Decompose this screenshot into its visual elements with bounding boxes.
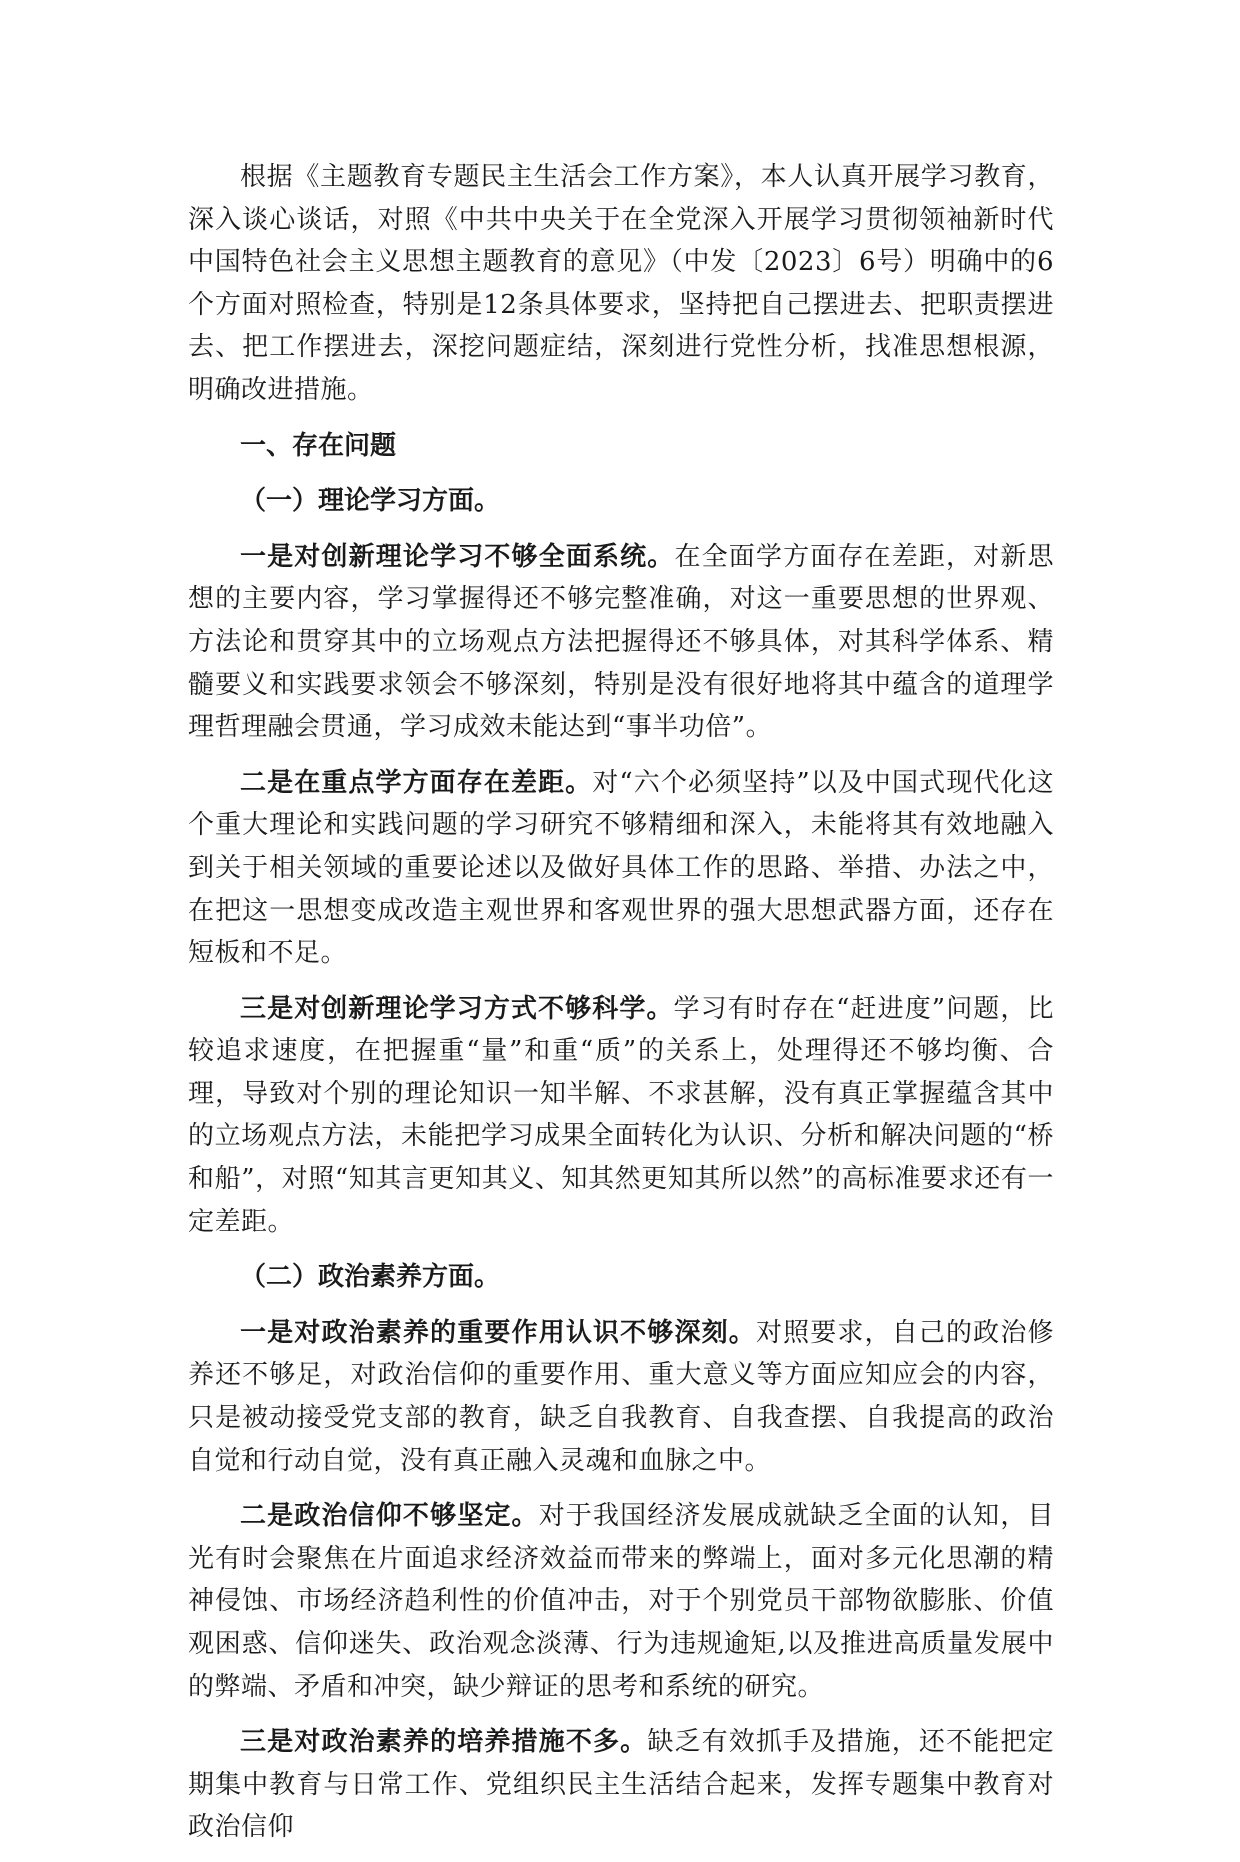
theory-item-2-lead: 二是在重点学方面存在差距。 [240, 767, 593, 798]
theory-item-2-body: 对“六个必须坚持”以及中国式现代化这个重大理论和实践问题的学习研究不够精细和深入，未能将其有效地融入到关于相关领域的重要论述以及做好具体工作的思路、举措、办法之中，在把这一思想变成改造主观世界和客观世界的强大思想武器方面，还存在短板和不足。 [188, 767, 1054, 969]
theory-item-3-body: 学习有时存在“赶进度”问题，比较追求速度，在把握重“量”和重“质”的关系上，处理得还不够均衡、合理，导致对个别的理论知识一知半解、不求甚解，没有真正掌握蕴含其中的立场观点方法，未能把学习成果全面转化为认识、分析和解决问题的“桥和船”，对照“知其言更知其义、知其然更知其所以然”的高标准要求还有一定差距。 [188, 993, 1054, 1237]
politics-item-1 [188, 1312, 1054, 1482]
theory-item-1 [188, 536, 1054, 749]
subsection-heading-politics: （二）政治素养方面。 [240, 1262, 501, 1293]
politics-item-2-body: 对于我国经济发展成就缺乏全面的认知，目光有时会聚焦在片面追求经济效益而带来的弊端上，面对多元化思潮的精神侵蚀、市场经济趋利性的价值冲击，对于个别党员干部物欲膨胀、价值观困惑、信仰迷失、政治观念淡薄、行为违规逾矩,以及推进高质量发展中的弊端、矛盾和冲突，缺少辩证的思考和系统的研究。 [188, 1501, 1054, 1702]
subsection-heading-theory: （一）理论学习方面。 [240, 486, 501, 517]
theory-item-2 [188, 762, 1054, 975]
intro-paragraph: 根据《主题教育专题民主生活会工作方案》，本人认真开展学习教育，深入谈心谈话，对照《中共中央关于在全党深入开展学习贯彻领袖新时代中国特色社会主义思想主题教育的意见》（中发〔2023〕6号）明确中的6个方面对照检查，特别是12条具体要求，坚持把自己摆进去、把职责摆进去、把工作摆进去，深挖问题症结，深刻进行党性分析，找准思想根源，明确改进措施。 [188, 162, 1054, 405]
politics-item-1-lead: 一是对政治素养的重要作用认识不够深刻。 [240, 1317, 756, 1348]
politics-item-2 [188, 1495, 1054, 1708]
document-page [188, 156, 1054, 1862]
section-heading-problems: 一、存在问题 [240, 430, 397, 461]
theory-item-1-lead: 一是对创新理论学习不够全面系统。 [240, 541, 675, 572]
politics-item-1-body: 对照要求，自己的政治修养还不够足，对政治信仰的重要作用、重大意义等方面应知应会的内容，只是被动接受党支部的教育，缺乏自我教育、自我查摆、自我提高的政治自觉和行动自觉，没有真正融入灵魂和血脉之中。 [188, 1317, 1054, 1476]
theory-item-1-body: 在全面学方面存在差距，对新思想的主要内容，学习掌握得还不够完整准确，对这一重要思想的世界观、方法论和贯穿其中的立场观点方法把握得还不够具体，对其科学体系、精髓要义和实践要求领会不够深刻，特别是没有很好地将其中蕴含的道理学理哲理融会贯通，学习成效未能达到“事半功倍”。 [188, 541, 1054, 743]
theory-item-3-lead: 三是对创新理论学习方式不够科学。 [240, 993, 674, 1024]
politics-item-2-lead: 二是政治信仰不够坚定。 [240, 1501, 539, 1532]
politics-item-3 [188, 1721, 1054, 1849]
theory-item-3 [188, 988, 1054, 1244]
politics-item-3-body: 缺乏有效抓手及措施，还不能把定期集中教育与日常工作、党组织民主生活结合起来，发挥专题集中教育对政治信仰 [188, 1727, 1054, 1843]
politics-item-3-lead: 三是对政治素养的培养措施不多。 [240, 1727, 648, 1758]
